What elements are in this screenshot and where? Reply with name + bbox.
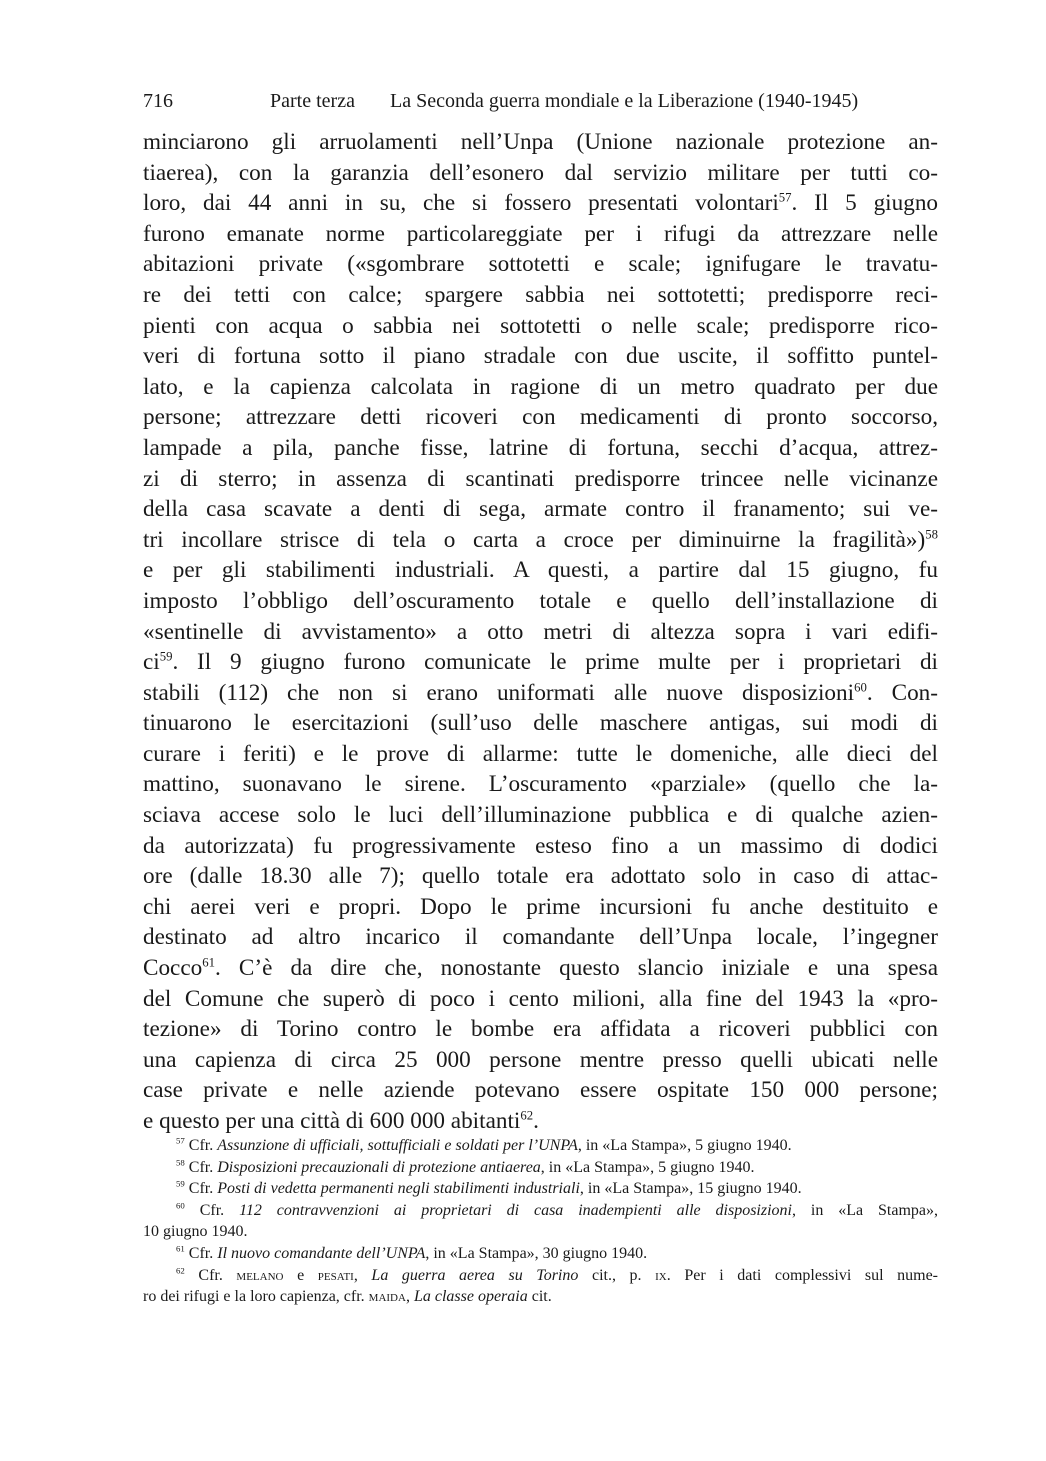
footnote-text: , in «La Stampa», 5 giugno 1940. <box>577 1137 792 1154</box>
body-line-text: persone; attrezzare detti ricoveri con medicamenti di pronto soccorso, <box>143 404 938 431</box>
footnote-line <box>143 1221 938 1243</box>
running-head <box>143 86 923 116</box>
footnote-ref[interactable]: 61 <box>202 955 215 970</box>
footnote-ref[interactable]: 62 <box>520 1108 534 1123</box>
footnote-title: Il nuovo comandante dell’UNPA <box>217 1244 426 1262</box>
footnote-number: 61 <box>176 1243 185 1254</box>
body-line-text: . C’è da dire che, nonostante questo slancio iniziale e una spesa <box>215 955 938 982</box>
footnote-text: , in «La Stampa», 5 giugno 1940. <box>540 1158 755 1176</box>
body-line-text: mattino, suonavano le sirene. L’oscuramento «parziale» (quello che la- <box>143 771 938 798</box>
body-line-text: re dei tetti con calce; spargere sabbia nei sottotetti; predisporre reci- <box>143 281 938 308</box>
body-line <box>143 617 938 648</box>
footnote-text: , in «La Stampa», 15 giugno 1940. <box>579 1180 802 1198</box>
footnote-page: ix <box>655 1266 667 1284</box>
footnote-ref[interactable]: 57 <box>778 190 792 205</box>
body-line-text: . <box>533 1108 539 1134</box>
body-line-text: e per gli stabilimenti industriali. A questi, a partire dal 15 giugno, fu <box>143 557 938 584</box>
body-line-text: . Il 5 giugno <box>791 190 939 217</box>
footnote-text: Cfr. <box>188 1180 218 1198</box>
body-line <box>143 678 938 709</box>
body-line <box>143 708 938 739</box>
body-line <box>143 280 938 311</box>
body-line <box>143 249 938 280</box>
footnote-line <box>143 1178 938 1200</box>
footnote-ref[interactable]: 59 <box>159 649 173 664</box>
body-line <box>143 953 938 984</box>
body-line-text: lampade a pila, panche fisse, latrine di fortuna, secchi d’acqua, attrez- <box>143 434 938 461</box>
body-line-text: veri di fortuna sotto il piano stradale con due uscite, il soffitto puntel- <box>143 343 938 370</box>
footnote-text: , <box>353 1266 372 1284</box>
body-line <box>143 433 938 464</box>
footnote-title: Assunzione di ufficiali, sottufficiali e soldati per l’UNPA <box>217 1137 578 1154</box>
footnote-number: 57 <box>176 1135 185 1146</box>
body-line-text: Cocco <box>143 955 203 982</box>
body-line <box>143 158 938 189</box>
footnote-text: , in «La Stampa», 30 giugno 1940. <box>425 1244 648 1262</box>
footnote-text: ro dei rifugi e la loro capienza, cfr. <box>143 1288 369 1306</box>
body-line <box>143 1045 938 1076</box>
section-title: La Seconda guerra mondiale e la Liberazione (1940-1945) <box>390 90 859 112</box>
body-line <box>143 586 938 617</box>
footnote-number: 58 <box>176 1157 185 1168</box>
body-line-text: della casa scavate a denti di sega, armate contro il franamento; sui ve- <box>143 496 938 523</box>
footnote-59 <box>143 1178 938 1200</box>
footnote-number: 62 <box>176 1265 185 1276</box>
body-line <box>143 494 938 525</box>
footnote-title: La guerra aerea su Torino <box>371 1266 579 1284</box>
body-line-text: sciava accese solo le luci dell’illuminazione pubblica e di qualche azien- <box>143 802 938 829</box>
footnote-ref[interactable]: 60 <box>854 679 867 694</box>
footnotes <box>143 1135 938 1308</box>
body-line <box>143 739 938 770</box>
body-line <box>143 525 938 556</box>
body-line-text: imposto l’obbligo dell’oscuramento totale e quello dell’installazione di <box>143 587 938 614</box>
body-line <box>143 1075 938 1106</box>
footnote-text: Cfr. <box>198 1266 237 1284</box>
body-line <box>143 800 938 831</box>
part-label: Parte terza <box>270 90 355 112</box>
body-line-text: stabili (112) che non si erano uniformati alle nuove disposizioni <box>143 679 855 706</box>
footnote-line <box>143 1243 938 1265</box>
body-line <box>143 219 938 250</box>
footnote-text: . Per i dati complessivi sul nume- <box>666 1266 939 1284</box>
body-line-text: da autorizzata) fu progressivamente esteso fino a un massimo di dodici <box>143 832 938 859</box>
body-line <box>143 555 938 586</box>
body-line-text: lato, e la capienza calcolata in ragione di un metro quadrato per due <box>143 373 938 400</box>
body-line-text: del Comune che superò di poco i cento milioni, alla fine del 1943 la «pro- <box>143 985 938 1012</box>
body-line <box>143 341 938 372</box>
body-line-text: loro, dai 44 anni in su, che si fossero presentati volontari <box>143 190 779 217</box>
body-line-text: ore (dalle 18.30 alle 7); quello totale era adottato solo in caso di attac- <box>143 863 938 890</box>
body-line-text: . Il 9 giugno furono comunicate le prime multe per i proprietari di <box>172 649 938 676</box>
footnote-title: Posti di vedetta permanenti negli stabilimenti industriali <box>217 1180 580 1198</box>
body-line-text: destinato ad altro incarico il comandante dell’Unpa locale, l’ingegner <box>143 924 938 951</box>
body-line-text: abitazioni private («sgombrare sottotetti e scale; ignifugare le travatu- <box>143 251 938 278</box>
body-line <box>143 647 938 678</box>
body-line-text: pienti con acqua o sabbia nei sottotetti o nelle scale; predisporre rico- <box>143 312 938 339</box>
footnote-60 <box>143 1200 938 1243</box>
footnote-author: maida <box>368 1288 406 1306</box>
footnote-title: Disposizioni precauzionali di protezione antiaerea <box>217 1158 541 1176</box>
footnote-text: Cfr. <box>188 1137 218 1154</box>
footnote-line <box>143 1265 938 1287</box>
body-line <box>143 311 938 342</box>
body-line-text: . Con- <box>866 679 939 706</box>
body-line-text: «sentinelle di avvistamento» a otto metri di altezza sopra i vari edifi- <box>143 618 938 645</box>
body-line <box>143 861 938 892</box>
body-line-text: tezione» di Torino contro le bombe era affidata a ricoveri pubblici con <box>143 1016 938 1043</box>
body-line-text: zi di sterro; in assenza di scantinati predisporre trincee nelle vicinanze <box>143 465 938 492</box>
body-line-text: curare i feriti) e le prove di allarme: tutte le domeniche, alle dieci del <box>143 740 938 767</box>
body-line <box>143 922 938 953</box>
footnote-line <box>143 1286 938 1308</box>
footnote-title: 112 contravvenzioni ai proprietari di casa inadempienti alle disposizioni <box>239 1201 792 1219</box>
body-line <box>143 188 938 219</box>
footnote-text: , in «La Stampa», <box>792 1201 939 1219</box>
body-line <box>143 372 938 403</box>
footnote-text: Cfr. <box>199 1201 240 1219</box>
body-line-text: una capienza di circa 25 000 persone mentre presso quelli ubicati nelle <box>143 1046 938 1073</box>
body-line <box>143 831 938 862</box>
body-line-text: e questo per una città di 600 000 abitanti <box>143 1108 521 1134</box>
footnote-author: pesati <box>317 1266 354 1284</box>
footnote-line <box>143 1200 938 1222</box>
footnote-text: Cfr. <box>188 1158 218 1176</box>
body-line <box>143 402 938 433</box>
footnote-61 <box>143 1243 938 1265</box>
footnote-line <box>143 1135 938 1157</box>
footnote-text: , <box>405 1288 414 1306</box>
footnote-text: cit. <box>527 1288 552 1306</box>
footnote-ref[interactable]: 58 <box>925 526 938 541</box>
footnote-text: Cfr. <box>188 1244 218 1262</box>
page-number: 716 <box>143 90 173 112</box>
body-line-text: chi aerei veri e propri. Dopo le prime incursioni fu anche destituito e <box>143 893 938 920</box>
footnote-number: 59 <box>176 1178 185 1189</box>
body-line-text: ci <box>143 649 160 676</box>
footnote-62 <box>143 1265 938 1308</box>
body-line <box>143 892 938 923</box>
body-line-text: tri incollare strisce di tela o carta a croce per diminuirne la fragilità») <box>143 526 926 553</box>
body-line <box>143 464 938 495</box>
body-line-text: case private e nelle aziende potevano essere ospitate 150 000 persone; <box>143 1077 938 1104</box>
body-line <box>143 984 938 1015</box>
body-line <box>143 1014 938 1045</box>
footnote-author: melano <box>236 1266 284 1284</box>
body-line <box>143 127 938 158</box>
body-line-text: tinuarono le esercitazioni (sull’uso delle maschere antigas, sui modi di <box>143 710 938 737</box>
footnote-58 <box>143 1157 938 1179</box>
footnote-number: 60 <box>176 1200 185 1211</box>
footnote-title: La classe operaia <box>413 1288 528 1306</box>
body-line <box>143 1106 938 1137</box>
footnote-text: e <box>283 1266 318 1284</box>
footnote-text: cit., p. <box>578 1266 656 1284</box>
footnote-line <box>143 1157 938 1179</box>
body-line-text: furono emanate norme particolareggiate per i rifugi da attrezzare nelle <box>143 220 938 247</box>
footnote-text: 10 giugno 1940. <box>143 1223 248 1241</box>
body-line <box>143 769 938 800</box>
footnote-57 <box>143 1135 938 1157</box>
body-line-text: minciarono gli arruolamenti nell’Unpa (Unione nazionale protezione an- <box>143 129 938 155</box>
body-text <box>143 127 938 1137</box>
body-line-text: tiaerea), con la garanzia dell’esonero dal servizio militare per tutti co- <box>143 159 938 186</box>
